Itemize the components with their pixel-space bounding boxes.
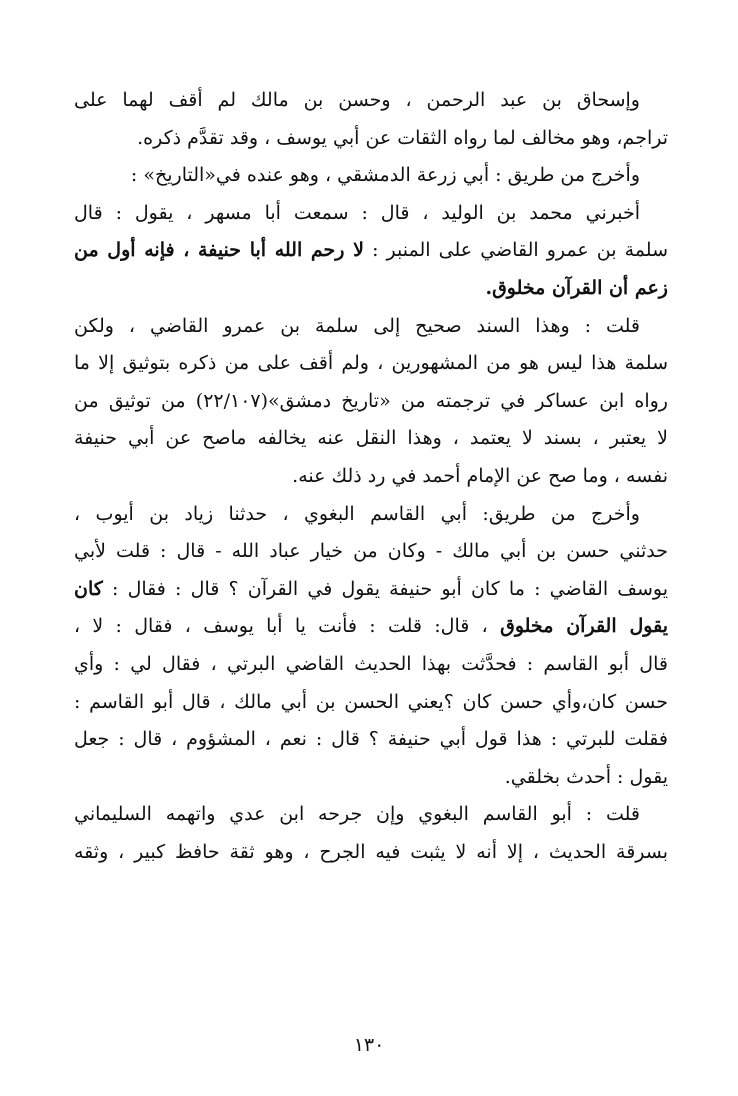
text-line [74,308,668,346]
body-text [74,82,668,871]
plain-text: وأخرج من طريق: أبي القاسم البغوي ، حدثنا زياد بن أيوب ، [74,502,640,525]
text-line [74,796,668,834]
plain-text: نفسه ، وما صح عن الإمام أحمد في رد ذلك عنه. [292,464,668,487]
text-line [74,82,668,120]
plain-text: فقلت للبرتي : هذا قول أبي حنيفة ؟ قال : نعم ، المشؤوم ، قال : جعل [74,728,668,751]
text-line [74,232,668,270]
plain-text: وإسحاق بن عبد الرحمن ، وحسن بن مالك لم أقف لهما على [74,89,640,111]
text-line [74,834,668,872]
plain-text: أخبرني محمد بن الوليد ، قال : سمعت أبا مسهر ، يقول : قال [74,201,640,224]
plain-text: حسن كان،وأي حسن كان ؟يعني الحسن بن أبي مالك ، قال أبو القاسم : [74,690,668,713]
text-line [74,157,668,195]
text-line [74,270,668,308]
plain-text: بسرقة الحديث ، إلا أنه لا يثبت فيه الجرح ، وهو ثقة حافظ كبير ، وثقه [74,840,668,863]
text-line [74,608,668,646]
plain-text: حدثني حسن بن أبي مالك - وكان من خيار عباد الله - قال : قلت لأبي [74,540,668,563]
plain-text: لا يعتبر ، بسند لا يعتمد ، وهذا النقل عنه يخالفه ماصح عن أبي حنيفة [74,427,668,450]
text-line [74,759,668,797]
text-line [74,533,668,571]
plain-text: تراجم، وهو مخالف لما رواه الثقات عن أبي يوسف ، وقد تقدَّم ذكره. [137,126,668,149]
text-line [74,345,668,383]
text-line [74,646,668,684]
plain-text: سلمة هذا ليس هو من المشهورين ، ولم أقف على من ذكره بتوثيق إلا ما [74,352,668,375]
text-line [74,120,668,158]
page-number: ١٣٠ [353,1034,385,1056]
bold-text: يقول القرآن مخلوق [500,615,668,638]
text-line [74,721,668,759]
plain-text: ، قال: قلت : فأنت يا أبا يوسف ، فقال : لا ، [74,615,488,638]
text-line [74,684,668,722]
text-line [74,496,668,534]
text-line [74,571,668,609]
bold-text: زعم أن القرآن مخلوق. [485,276,668,299]
bold-text: لا رحم الله أبا حنيفة ، فإنه أول من [74,239,364,262]
text-line [74,458,668,496]
plain-text: يوسف القاضي : ما كان أبو حنيفة يقول في القرآن ؟ قال : فقال : [102,577,668,600]
text-line [74,383,668,421]
text-line [74,195,668,233]
plain-text: قلت : أبو القاسم البغوي وإن جرحه ابن عدي واتهمه السليماني [74,803,640,826]
text-line [74,420,668,458]
plain-text: وأخرج من طريق : أبي زرعة الدمشقي ، وهو عنده في«التاريخ» : [130,164,640,187]
bold-text: كان [74,577,103,600]
plain-text: يقول : أحدث بخلقي. [504,765,668,788]
plain-text: قلت : وهذا السند صحيح إلى سلمة بن عمرو القاضي ، ولكن [74,314,640,337]
plain-text: رواه ابن عساكر في ترجمته من «تاريخ دمشق»(٢٢/١٠٧) من توثيق من [74,389,668,412]
plain-text: قال أبو القاسم : فحدَّثت بهذا الحديث القاضي البرتي ، فقال لي : وأي [74,652,668,675]
plain-text: سلمة بن عمرو القاضي على المنبر : [363,239,668,262]
